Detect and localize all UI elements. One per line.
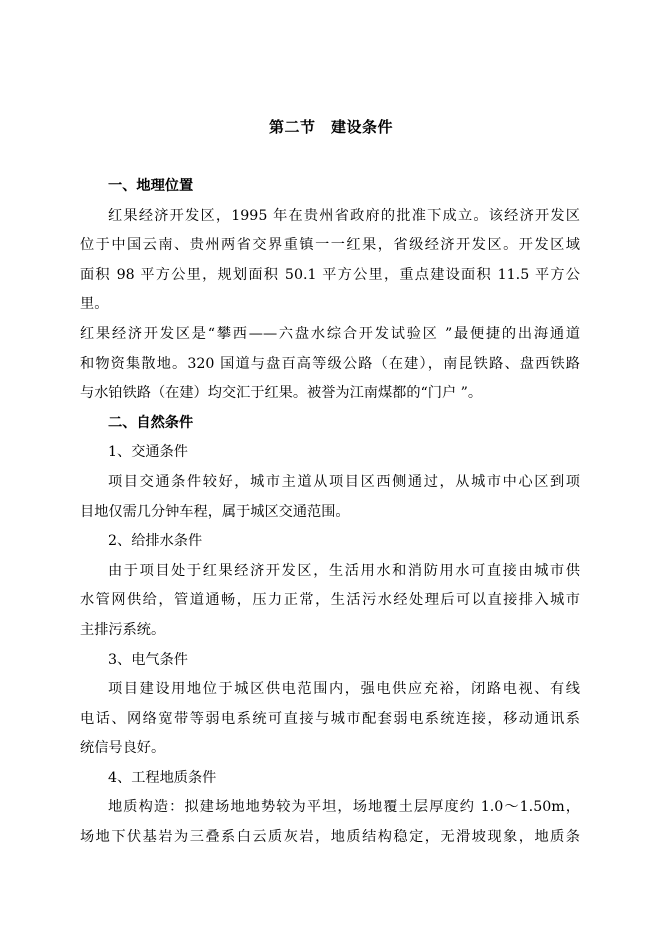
paragraph-line: 和物资集散地。320 国道与盘百高等级公路（在建），南昆铁路、盘西铁路 (80, 355, 580, 372)
paragraph-line: 与水铂铁路（在建）均交汇于红果。被誉为江南煤都的“门户 ”。 (80, 385, 483, 402)
paragraph-line: 项目交通条件较好，城市主道从项目区西侧通过，从城市中心区到项 (108, 473, 580, 490)
paragraph-line: 主排污系统。 (80, 621, 166, 638)
paragraph-line: 电话、网络宽带等弱电系统可直接与城市配套弱电系统连接，移动通讯系 (80, 710, 580, 727)
paragraph-line: 场地下伏基岩为三叠系白云质灰岩，地质结构稳定，无滑坡现象，地质条 (80, 829, 580, 846)
subheading-geology: 4、工程地质条件 (108, 769, 217, 786)
paragraph-line: 面积 98 平方公里，规划面积 50.1 平方公里，重点建设面积 11.5 平方公 (80, 266, 580, 283)
subheading-water: 2、给排水条件 (108, 533, 203, 550)
paragraph-line: 红果经济开发区是“攀西——六盘水综合开发试验区 ”最便捷的出海通道 (80, 325, 580, 342)
subheading-electric: 3、电气条件 (108, 651, 188, 668)
paragraph-line: 里。 (80, 296, 109, 313)
paragraph-line: 位于中国云南、贵州两省交界重镇一一红果，省级经济开发区。开发区域 (80, 237, 580, 254)
paragraph-line: 水管网供给，管道通畅，压力正常，生活污水经处理后可以直接排入城市 (80, 592, 580, 609)
paragraph-line: 统信号良好。 (80, 740, 166, 757)
paragraph-line: 项目建设用地位于城区供电范围内，强电供应充裕，闭路电视、有线 (108, 681, 580, 698)
paragraph-line: 由于项目处于红果经济开发区，生活用水和消防用水可直接由城市供 (108, 562, 580, 579)
subheading-traffic: 1、交通条件 (108, 444, 188, 461)
paragraph-line: 红果经济开发区，1995 年在贵州省政府的批准下成立。该经济开发区 (108, 207, 580, 224)
paragraph-line: 地质构造：拟建场地地势较为平坦，场地覆土层厚度约 1.0～1.50m， (108, 799, 580, 816)
heading-geographic-location: 一、地理位置 (108, 178, 194, 194)
heading-natural-conditions: 二、自然条件 (108, 414, 194, 431)
paragraph-line: 目地仅需几分钟车程，属于城区交通范围。 (80, 503, 350, 520)
document-body (80, 172, 580, 853)
section-title: 第二节 建设条件 (268, 118, 393, 136)
